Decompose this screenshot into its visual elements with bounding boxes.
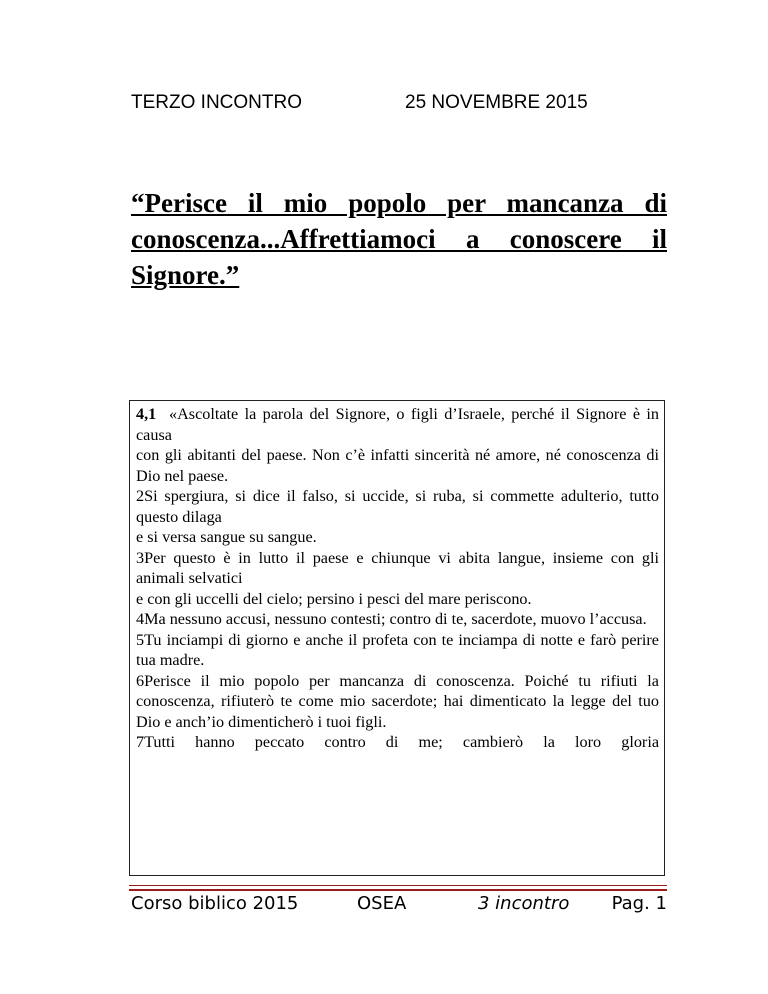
passage-line: e si versa sangue su sangue. <box>136 528 317 546</box>
passage-line: 7Tutti hanno peccato contro di me; cambierò la loro gloria <box>136 733 659 751</box>
footer-page-number: Pag. 1 <box>611 893 667 914</box>
scripture-passage-box <box>129 400 665 876</box>
footer-divider <box>129 885 667 886</box>
document-title: “Perisce il mio popolo per mancanza di conoscenza...Affrettiamoci a conoscere il Signore.” <box>131 188 667 290</box>
footer-book: OSEA <box>357 893 407 914</box>
footer-meeting: 3 incontro <box>478 893 570 914</box>
footer-course: Corso biblico 2015 <box>131 893 299 914</box>
verse-4-1 <box>136 404 659 445</box>
passage-line: con gli abitanti del paese. Non c’è infatti sincerità né amore, né conoscenza di Dio nel paese. <box>136 446 659 485</box>
meeting-date: 25 NOVEMBRE 2015 <box>405 92 588 113</box>
page-footer <box>129 893 667 923</box>
chapter-verse-ref: 4,1 <box>136 405 157 423</box>
passage-line: 2Si spergiura, si dice il falso, si uccide, si ruba, si commette adulterio, tutto questo dilaga <box>136 487 659 526</box>
footer-divider-thick <box>129 889 667 891</box>
passage-line: 5Tu inciampi di giorno e anche il profeta con te inciampa di notte e farò perire tua madre. <box>136 630 659 669</box>
passage-line: 4Ma nessuno accusi, nessuno contesti; contro di te, sacerdote, muovo l’accusa. <box>136 610 647 628</box>
page-header <box>131 92 651 114</box>
passage-line: 3Per questo è in lutto il paese e chiunque vi abita langue, insieme con gli animali selvatici <box>136 548 659 587</box>
passage-line: «Ascoltate la parola del Signore, o figli d’Israele, perché il Signore è in causa <box>136 405 659 444</box>
passage-line: 6Perisce il mio popolo per mancanza di conoscenza. Poiché tu rifiuti la conoscenza, rifiuterò te come mio sacerdote; hai dimenticato la legge del tuo Dio e anch’io dimenticherò i tuoi figli. <box>136 671 659 731</box>
meeting-label: TERZO INCONTRO <box>131 92 302 113</box>
passage-line: e con gli uccelli del cielo; persino i pesci del mare periscono. <box>136 589 532 608</box>
